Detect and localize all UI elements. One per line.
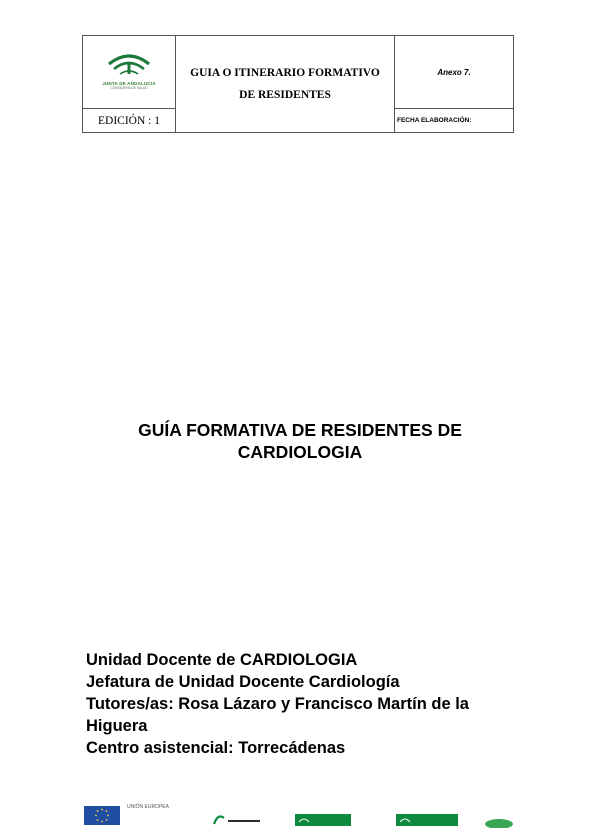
sanidad-logo-icon bbox=[212, 812, 262, 825]
edition-label: EDICIÓN : 1 bbox=[83, 109, 176, 133]
green-oval-logo-icon bbox=[484, 818, 514, 828]
eu-flag-icon bbox=[84, 806, 120, 825]
eu-label: UNIÓN EUROPEA bbox=[127, 804, 169, 810]
eu-logo bbox=[84, 806, 120, 830]
logo-name: JUNTA DE ANDALUCIA bbox=[102, 81, 156, 86]
header-title-line1: GUIA O ITINERARIO FORMATIVO bbox=[190, 67, 380, 79]
header-title bbox=[176, 36, 395, 133]
care-center-line: Centro asistencial: Torrecádenas bbox=[86, 739, 346, 757]
document-header-table bbox=[82, 35, 514, 133]
document-title-line2: CARDIOLOGIA bbox=[237, 442, 363, 462]
unit-info-block bbox=[86, 649, 526, 759]
junta-logo-icon bbox=[295, 814, 351, 826]
footer-logos bbox=[0, 800, 600, 825]
annex-label: Anexo 7. bbox=[395, 36, 514, 109]
head-of-unit-line: Jefatura de Unidad Docente Cardiología bbox=[86, 673, 400, 691]
fecha-elaboracion-label: FECHA ELABORACIÓN: bbox=[395, 109, 514, 133]
document-title-line1: GUÍA FORMATIVA DE RESIDENTES DE bbox=[138, 420, 462, 440]
document-title bbox=[60, 419, 540, 463]
logo-cell bbox=[83, 36, 176, 109]
junta-formacion-logo bbox=[396, 813, 458, 831]
tutors-line: Tutores/as: Rosa Lázaro y Francisco Martín de la bbox=[86, 695, 469, 713]
sanidad-logo bbox=[212, 812, 262, 830]
junta-de-andalucia-logo-icon bbox=[106, 50, 152, 76]
junta-logo bbox=[295, 813, 351, 831]
logo-subtitle: CONSEJERÍA DE SALUD bbox=[110, 86, 148, 90]
green-oval-logo bbox=[484, 815, 514, 833]
header-title-line2: DE RESIDENTES bbox=[239, 89, 331, 101]
junta-formacion-logo-icon bbox=[396, 814, 458, 826]
junta-de-andalucia-logo bbox=[102, 50, 155, 90]
unit-line: Unidad Docente de CARDIOLOGIA bbox=[86, 651, 358, 669]
tutors-line-continued: Higuera bbox=[86, 717, 148, 735]
